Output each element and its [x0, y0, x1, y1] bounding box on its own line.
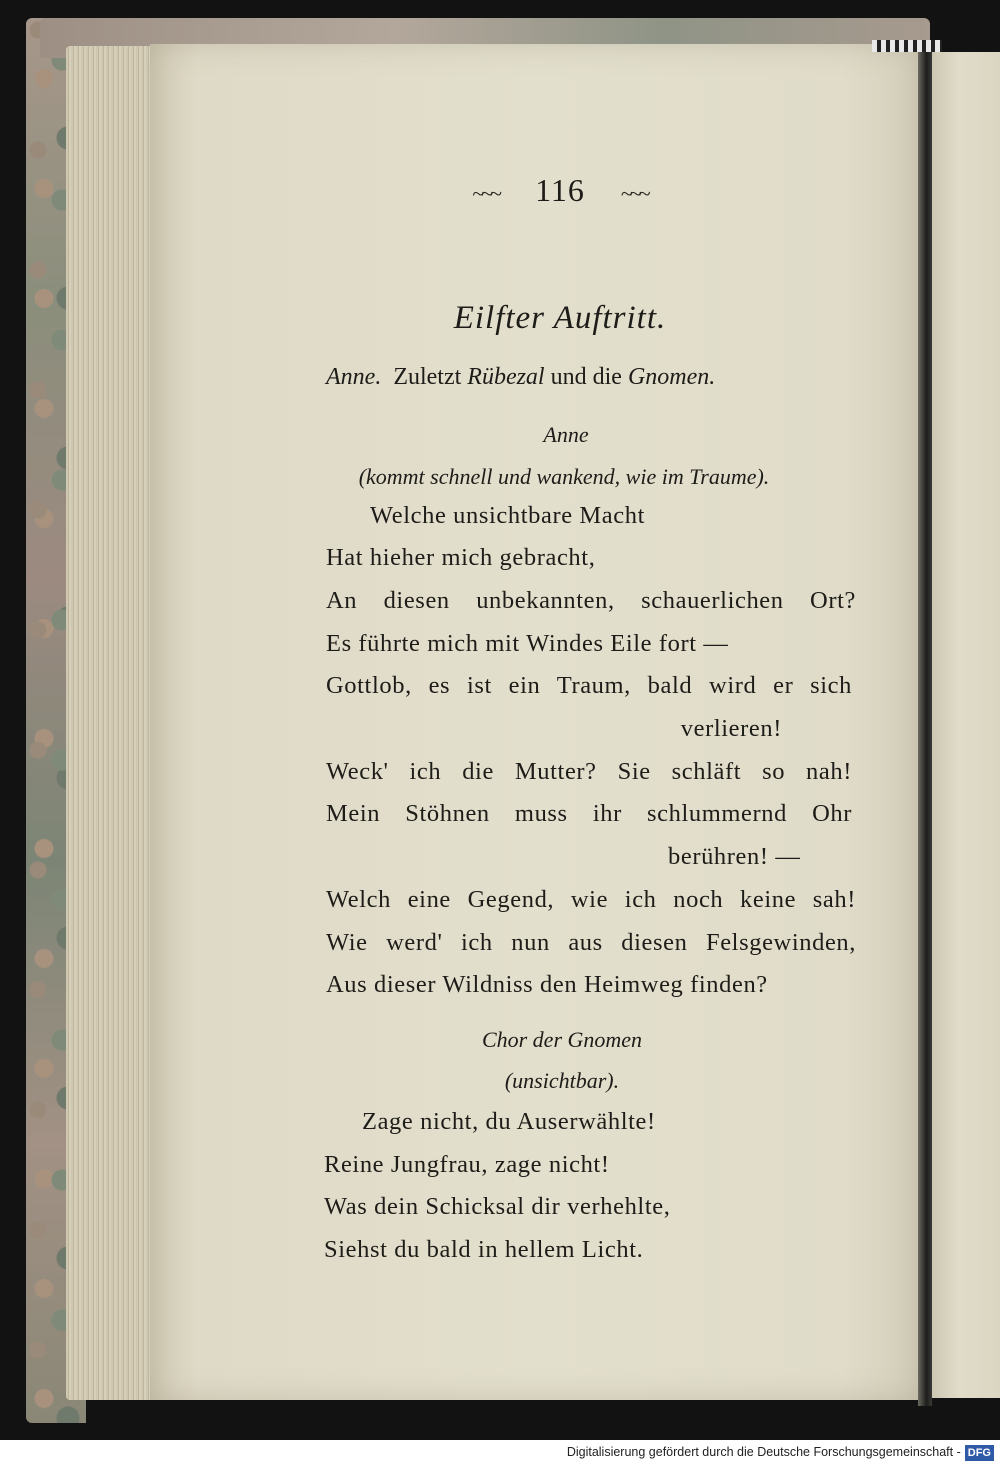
verse-line: Wie werd' ich nun aus diesen Felsgewinden, [326, 929, 856, 956]
speaker-anne: Anne [543, 422, 589, 447]
verse-line: Weck' ich die Mutter? Sie schläft so nah! [326, 758, 852, 785]
page-number: 116 [535, 172, 585, 208]
speaker-chorus: Chor der Gnomen [481, 1027, 643, 1052]
persons-gnomen: Gnomen. [627, 364, 716, 390]
persons-lead: Anne. [326, 364, 382, 390]
verse-continuation: berühren! — [668, 843, 801, 870]
persons-mid: und die [544, 364, 628, 390]
verse-line: Es führte mich mit Windes Eile fort — [326, 630, 729, 657]
dfg-logo-icon: DFG [965, 1445, 994, 1461]
verse-line: Reine Jungfrau, zage nicht! [324, 1151, 610, 1178]
scene-heading: Eilfter Auftritt. [453, 300, 667, 336]
verse-line: Siehst du bald in hellem Licht. [324, 1236, 644, 1263]
ornament-left-icon: ~~~ [472, 180, 500, 206]
verse-line: Welche unsichtbare Macht [370, 502, 646, 529]
verse-line: Gottlob, es ist ein Traum, bald wird er sich [326, 672, 852, 699]
verse-line: Aus dieser Wildniss den Heimweg finden? [326, 971, 768, 998]
verse-continuation: verlieren! [680, 715, 782, 742]
stage-direction-chorus: (unsichtbar). [504, 1068, 620, 1093]
stage-direction-anne: (kommt schnell und wankend, wie im Traume). [358, 464, 770, 489]
verse-line: Hat hieher mich gebracht, [326, 544, 596, 571]
verse-line: Mein Stöhnen muss ihr schlummernd Ohr [326, 800, 852, 827]
ornament-right-icon: ~~~ [620, 180, 648, 206]
verse-line: An diesen unbekannten, schauerlichen Ort? [326, 587, 856, 614]
persons-prefix: Zuletzt [393, 364, 468, 390]
persons-rubezal: Rübezal [467, 364, 545, 390]
scene-persons [326, 364, 715, 391]
credit-text: Digitalisierung gefördert durch die Deutsche Forschungsgemeinschaft - [566, 1445, 961, 1459]
page-number-line [440, 172, 680, 209]
digitization-credit-bar [0, 1440, 1000, 1464]
verse-line: Welch eine Gegend, wie ich noch keine sah! [326, 886, 856, 913]
verse-line: Zage nicht, du Auserwählte! [362, 1108, 656, 1135]
verse-line: Was dein Schicksal dir verhehlte, [324, 1193, 671, 1220]
